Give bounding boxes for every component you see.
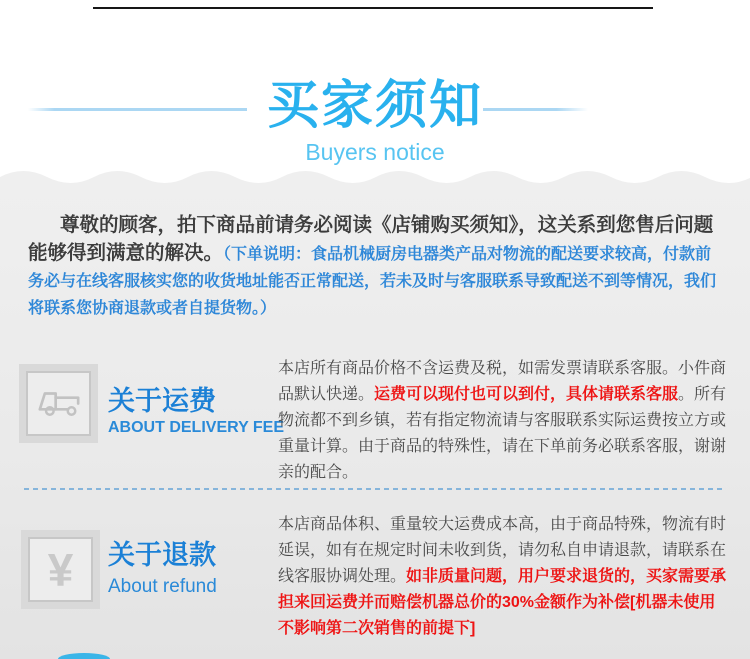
refund-section-text (278, 512, 730, 642)
text-segment-red: 运费可以现付也可以到付，具体请联系客服 (374, 386, 679, 403)
intro-order-note: （下单说明：食品机械厨房电器类产品对物流的配送要求较高，付款前务必与在线客服核实您的收货地址能否正常配送，若未及时与客服联系导致配送不到等情况，我们将联系您协商退款或者自提货物。） (28, 246, 717, 317)
title-left-line (28, 108, 247, 111)
dashed-divider (24, 488, 726, 490)
text-segment-red: 如非质量问题，用户要求退货的，买家需要承担来回运费并而赔偿机器总价的30%金额作为补偿[机器未使用不影响第二次销售的前提下] (278, 568, 727, 637)
delivery-section-title: 关于运费 (108, 386, 216, 416)
page-subtitle: Buyers notice (305, 139, 445, 165)
delivery-icon-frame (26, 371, 91, 436)
intro-paragraph (28, 212, 718, 322)
yen-icon: ¥ (47, 543, 74, 596)
top-divider-line (93, 7, 653, 9)
refund-section-title: 关于退款 (108, 540, 216, 570)
page-header (0, 76, 750, 166)
intro-main-text: 尊敬的顾客，拍下商品前请务必阅读《店铺购买须知》，这关系到您售后问题能够得到满意的解决。 (28, 214, 714, 264)
refund-section-subtitle: About refund (108, 576, 217, 597)
refund-icon-frame (28, 537, 93, 602)
truck-icon (34, 381, 84, 426)
page-title: 买家须知 (266, 77, 483, 135)
delivery-section-subtitle: ABOUT DELIVERY FEE (108, 419, 285, 436)
refund-icon-box (21, 530, 100, 609)
wave-edge (0, 168, 750, 186)
text-segment-dark: 。所有物流都不到乡镇，若有指定物流请与客服联系实际运费按立方或重量计算。由于商品的特殊性，请在下单前务必联系客服，谢谢亲的配合。 (278, 386, 727, 481)
delivery-icon-box (19, 364, 98, 443)
delivery-section-text (278, 356, 730, 486)
text-segment-dark: 本店商品体积、重量较大运费成本高，由于商品特殊，物流有时延误，如有在规定时间未收到货，请勿私自申请退款，请联系在线客服协调处理。 (278, 516, 727, 585)
bottom-wave-decoration (58, 653, 110, 659)
text-segment-dark: 本店所有商品价格不含运费及税，如需发票请联系客服。小件商品默认快递。 (278, 360, 727, 403)
title-right-line (483, 108, 588, 111)
